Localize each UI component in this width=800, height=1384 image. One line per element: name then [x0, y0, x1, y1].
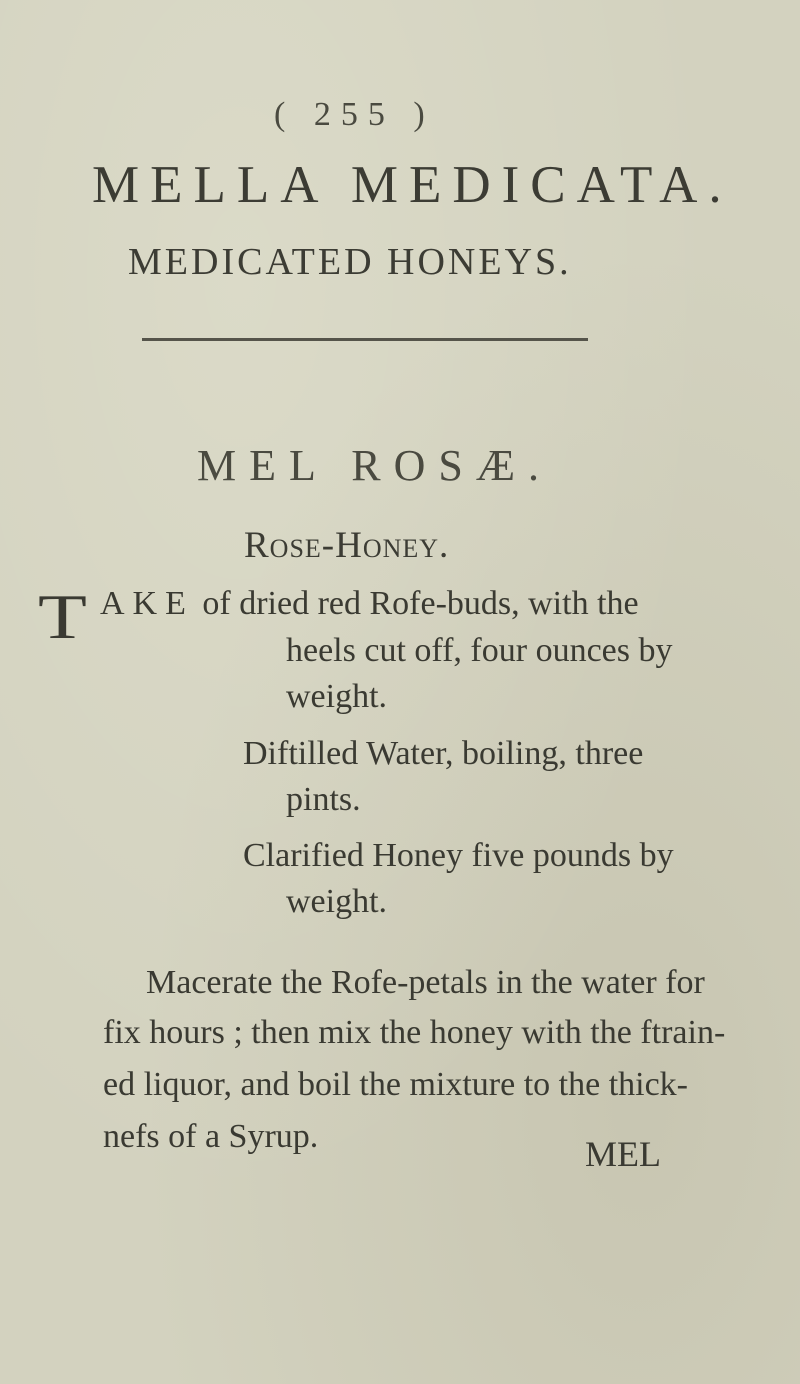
catchword: MEL [585, 1134, 661, 1174]
paragraph-line: fix hours ; then mix the honey with the ftrain- [103, 1014, 726, 1051]
recipe-line [100, 585, 639, 623]
recipe-line-text: of dried red Rofe-buds, with the [193, 585, 639, 622]
recipe-line: weight. [286, 678, 388, 715]
recipe-line: heels cut off, four ounces by [286, 632, 673, 669]
recipe-line: weight. [286, 883, 388, 920]
section-title: MEL ROSÆ. [197, 441, 552, 490]
paragraph-line: ed liquor, and boil the mixture to the thick- [103, 1066, 689, 1103]
recipe-line-caps: AKE [100, 585, 194, 622]
divider-rule [142, 338, 588, 341]
main-subtitle: MEDICATED HONEYS. [128, 241, 572, 283]
paragraph-line: nefs of a Syrup. [103, 1118, 319, 1155]
main-title: MELLA MEDICATA. [92, 156, 733, 214]
recipe-line: Clarified Honey five pounds by [243, 837, 674, 874]
section-subtitle: Rose-Honey. [244, 525, 450, 566]
paragraph-line: Macerate the Rofe-petals in the water for [146, 964, 705, 1001]
recipe-line: pints. [286, 781, 361, 818]
recipe-line: Diftilled Water, boiling, three [243, 735, 644, 772]
page-number: ( 255 ) [274, 96, 435, 133]
drop-cap: T [38, 581, 87, 652]
